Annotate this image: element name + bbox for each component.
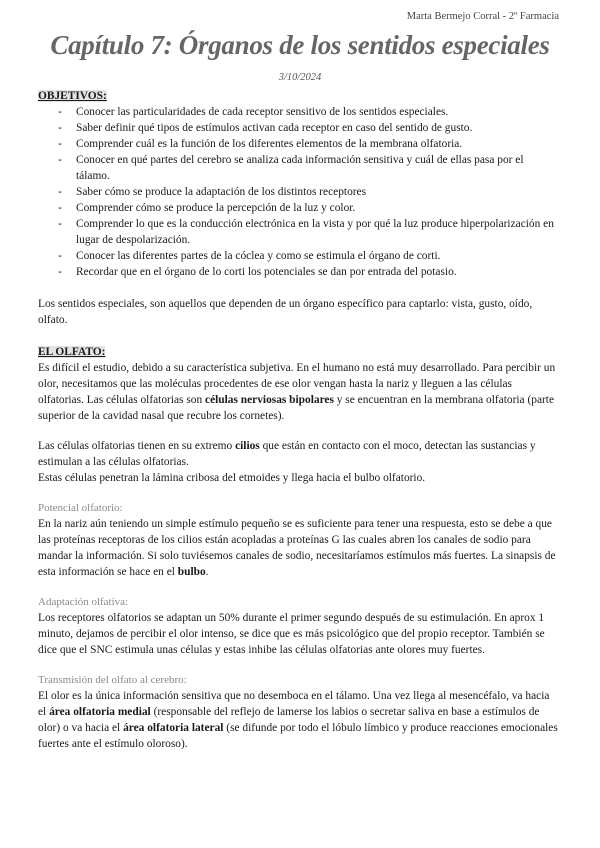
adaptacion-heading: Adaptación olfativa: [38, 596, 129, 608]
olfato-heading: EL OLFATO: [38, 346, 106, 358]
list-item: - Conocer las particularidades de cada receptor sensitivo de los sentidos especiales. [38, 104, 560, 120]
olfato-paragraph-1: Es difícil el estudio, debido a su característica subjetiva. En el humano no está muy desarrollado. Para percibir un olor, necesitamos que las moléculas procedentes de ese olor vengan hasta la nariz y lleguen a las células olfatorias. Las células olfatorias son células nerviosas bipolares y se encuentran en la membrana olfatoria (parte superior de la cavidad nasal que recubre los cornetes). [38, 362, 556, 422]
olfato-paragraph-2: Las células olfatorias tienen en su extremo cilios que están en contacto con el moco, detectan las sustancias y estimulan a las células olfatorias. [38, 440, 536, 468]
intro-paragraph: Los sentidos especiales, son aquellos que dependen de un órgano específico para captarlo: vista, gusto, oído, olfato. [38, 298, 533, 326]
list-item: - Conocer en qué partes del cerebro se analiza cada información sensitiva y cuál de ellas pasa por el tálamo. [38, 152, 560, 184]
adaptacion-paragraph: Los receptores olfatorios se adaptan un 50% durante el primer segundo después de su estimulación. En aprox 1 minuto, dejamos de percibir el olor intenso, se dice que es más psicológico que del propio receptor. También se dice que el SNC estimula unas células y estas inhibe las células olfatorias ante olores muy fuertes. [38, 612, 545, 656]
transmision-heading: Transmisión del olfato al cerebro: [38, 674, 187, 686]
bold-term: bulbo [177, 566, 206, 578]
list-item: - Recordar que en el órgano de lo corti los potenciales se dan por entrada del potasio. [38, 264, 560, 280]
objetivos-heading: OBJETIVOS: [38, 90, 107, 102]
olfato-paragraph-3: Estas células penetran la lámina cribosa del etmoides y llega hacia el bulbo olfatorio. [38, 472, 426, 484]
potencial-paragraph: En la nariz aún teniendo un simple estímulo pequeño se es suficiente para tener una respuesta, esto se debe a que las proteínas receptoras de los cilios están acopladas a proteínas G las cuales abren los canales de sodio para mandar la información. Si solo tuviésemos canales de sodio, necesitaríamos estímulos más fuertes. La sinapsis de esta información se hace en el bulbo. [38, 518, 556, 578]
list-item: - Conocer las diferentes partes de la cóclea y como se estimula el órgano de corti. [38, 248, 560, 264]
transmision-paragraph: El olor es la única información sensitiva que no desemboca en el tálamo. Una vez llega al mesencéfalo, va hacia el área olfatoria medial (responsable del reflejo de lamerse los labios o secretar saliva en base a estímulos de olor) o va hacia el área olfatoria lateral (se difunde por todo el lóbulo límbico y produce reacciones emocionales fuertes ante el estímulo oloroso). [38, 690, 558, 750]
list-item: - Comprender cómo se produce la percepción de la luz y color. [38, 200, 560, 216]
bold-term: células nerviosas bipolares [205, 394, 334, 406]
list-item: - Comprender lo que es la conducción electrónica en la vista y por qué la luz produce hiperpolarización en lugar de despolarización. [38, 216, 560, 248]
potencial-heading: Potencial olfatorio: [38, 502, 123, 514]
list-item: - Comprender cuál es la función de los diferentes elementos de la membrana olfatoria. [38, 136, 560, 152]
bold-term: área olfatoria medial [49, 706, 151, 718]
document-date: 3/10/2024 [278, 72, 322, 83]
list-item: - Saber cómo se produce la adaptación de los distintos receptores [38, 184, 560, 200]
list-item: - Saber definir qué tipos de estímulos activan cada receptor en caso del sentido de gusto. [38, 120, 560, 136]
document-body [38, 88, 560, 752]
page-title: Capítulo 7: Órganos de los sentidos especiales [50, 30, 550, 60]
objetivos-list [38, 104, 560, 280]
bold-term: área olfatoria lateral [123, 722, 224, 734]
author-header: Marta Bermejo Corral - 2º Farmacia [406, 11, 559, 22]
bold-term: cilios [235, 440, 260, 452]
